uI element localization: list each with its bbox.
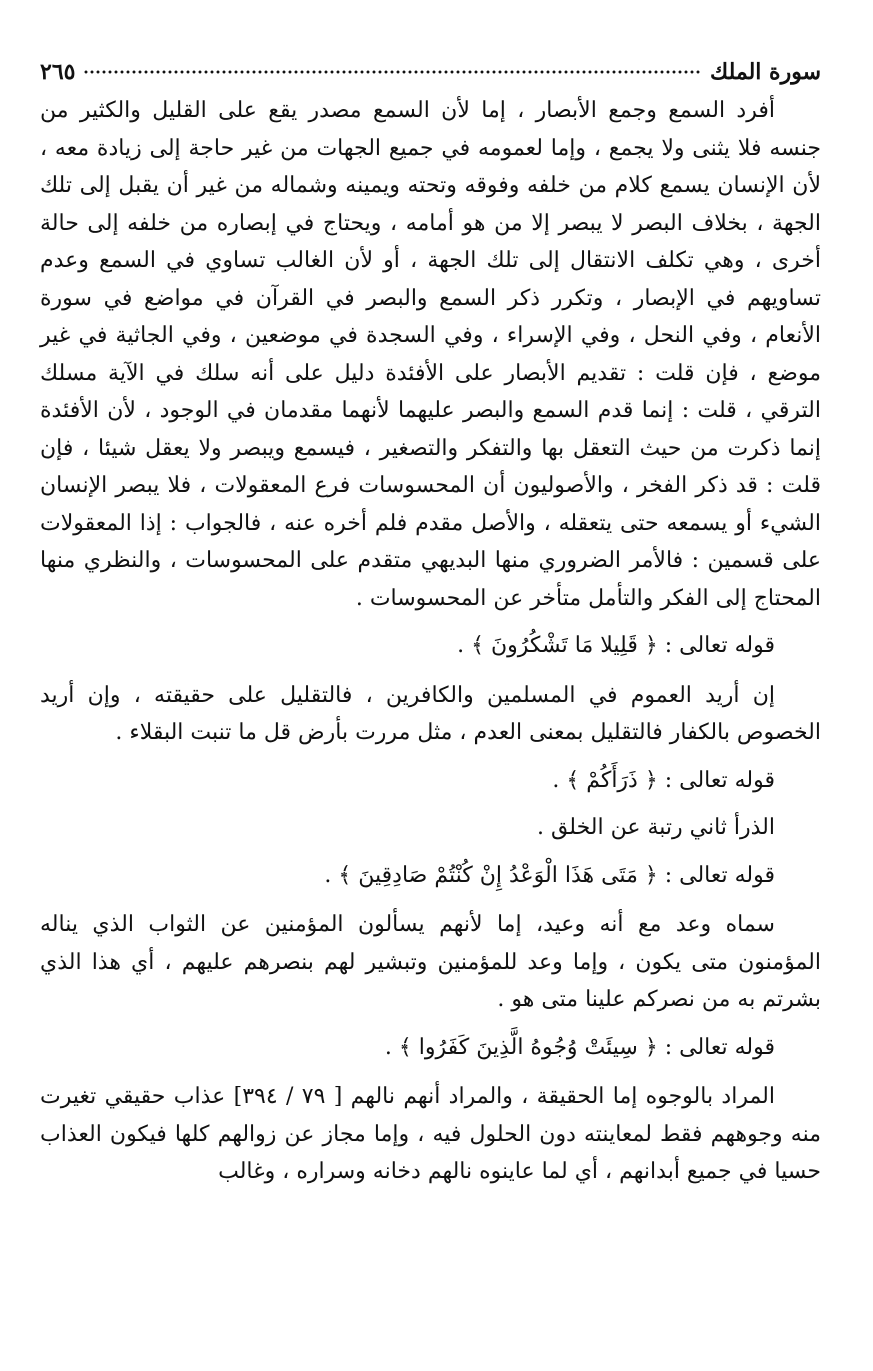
spacer: [40, 799, 821, 809]
spacer: [40, 752, 821, 762]
paragraph-wujuh: المراد بالوجوه إما الحقيقة ، والمراد أنهم نالهم [ ٧٩ / ٣٩٤] عذاب حقيقي تغيرت منه وجوههم فقط لمعاينته دون الحلول فيه ، وإما مجاز عن زوالهم كلها فيكون العذاب حسيا في جميع أبدانهم ، أي لما عاينوه نالهم دخانه وسراره ، وغالب: [40, 1084, 821, 1184]
quran-verse: ﴿ قَلِيلا مَا تَشْكُرُونَ ﴾ .: [457, 633, 658, 658]
running-title: سورة الملك: [710, 59, 821, 85]
spacer: [40, 1066, 821, 1078]
citation-prefix: قوله تعالى :: [664, 633, 775, 658]
body-text: [40, 92, 821, 1371]
quran-citation: [40, 857, 821, 895]
spacer: [40, 665, 821, 677]
spacer: [40, 617, 821, 627]
citation-prefix: قوله تعالى :: [664, 1034, 775, 1060]
citation-prefix: قوله تعالى :: [664, 767, 775, 793]
citation-prefix: قوله تعالى :: [664, 862, 775, 888]
plain-line: الذرأ ثاني رتبة عن الخلق .: [536, 815, 775, 840]
paragraph-hearing-sight: أفرد السمع وجمع الأبصار ، إما لأن السمع مصدر يقع على القليل والكثير من جنسه فلا يثنى ولا يجمع ، وإما لعمومه في جميع الجهات من غير حاجة إلى زيادة معه ، لأن الإنسان يسمع كلام من خلفه وفوقه وتحته ويمينه وشماله من غير أن يقبل إلى تلك الجهة ، بخلاف البصر لا يبصر إلا من هو أمامه ، ويحتاج في إبصاره من خلفه إلى حالة أخرى ، وهي تكلف الانتقال إلى تلك الجهة ، أو لأن الغالب تساوي في السمع وعدم تساويهم في الإبصار ، وتكرر ذكر السمع والبصر في القرآن في مواضع في سورة الأنعام ، وفي النحل ، وفي الإسراء ، وفي السجدة في موضعين ، وفي الجاثية في غير موضع ، فإن قلت : تقديم الأبصار على الأفئدة دليل على أنه سلك في الآية مسلك الترقي ، قلت : إنما قدم السمع والبصر عليهما لأنهما مقدمان في الوجود ، لأن الأفئدة إنما ذكرت من حيث التعقل بها والتفكر والتصغير ، فيسمع ويبصر ولا يعقل شيئا ، فإن قلت : قد ذكر الفخر ، والأصوليون أن المحسوسات فرع المعقولات ، فلا يبصر الإنسان الشيء أو يسمعه حتى يتعقله ، والأصل مقدم فلم أخره عنه ، فالجواب : إذا المعقولات على قسمين : فالأمر الضروري منها البديهي متقدم على المحسوسات ، والنظري منها المحتاج إلى الفكر والتأمل متأخر عن المحسوسات .: [40, 98, 821, 611]
quran-verse: ﴿ سِيئَتْ وُجُوهُ الَّذِينَ كَفَرُوا ﴾ .: [384, 1034, 658, 1060]
spacer: [40, 847, 821, 857]
dotted-leader: [83, 70, 702, 74]
quran-citation: [40, 627, 821, 665]
page-number: ٢٦٥: [40, 59, 76, 85]
spacer: [40, 894, 821, 906]
quran-verse: ﴿ مَتَى هَذَا الْوَعْدُ إِنْ كُنْتُمْ صَادِقِينَ ﴾ .: [324, 862, 658, 888]
paragraph-waad: سماه وعد مع أنه وعيد، إما لأنهم يسألون المؤمنين عن الثواب الذي يناله المؤمنون متى يكون ، وإما وعد للمؤمنين وتبشير لهم بنصرهم عليهم ، أي هذا الذي بشرتم به من نصركم علينا متى هو .: [40, 912, 821, 1012]
paragraph-taqlil: إن أريد العموم في المسلمين والكافرين ، فالتقليل على حقيقته ، وإن أريد الخصوص بالكفار فالتقليل بمعنى العدم ، مثل مررت بأرض قل ما تنبت البقلاء .: [40, 682, 821, 745]
page-header: [40, 56, 821, 88]
quran-citation: [40, 1029, 821, 1067]
quran-verse: ﴿ ذَرَأَكُمْ ﴾ .: [552, 767, 658, 793]
quran-citation: [40, 762, 821, 800]
spacer: [40, 1019, 821, 1029]
